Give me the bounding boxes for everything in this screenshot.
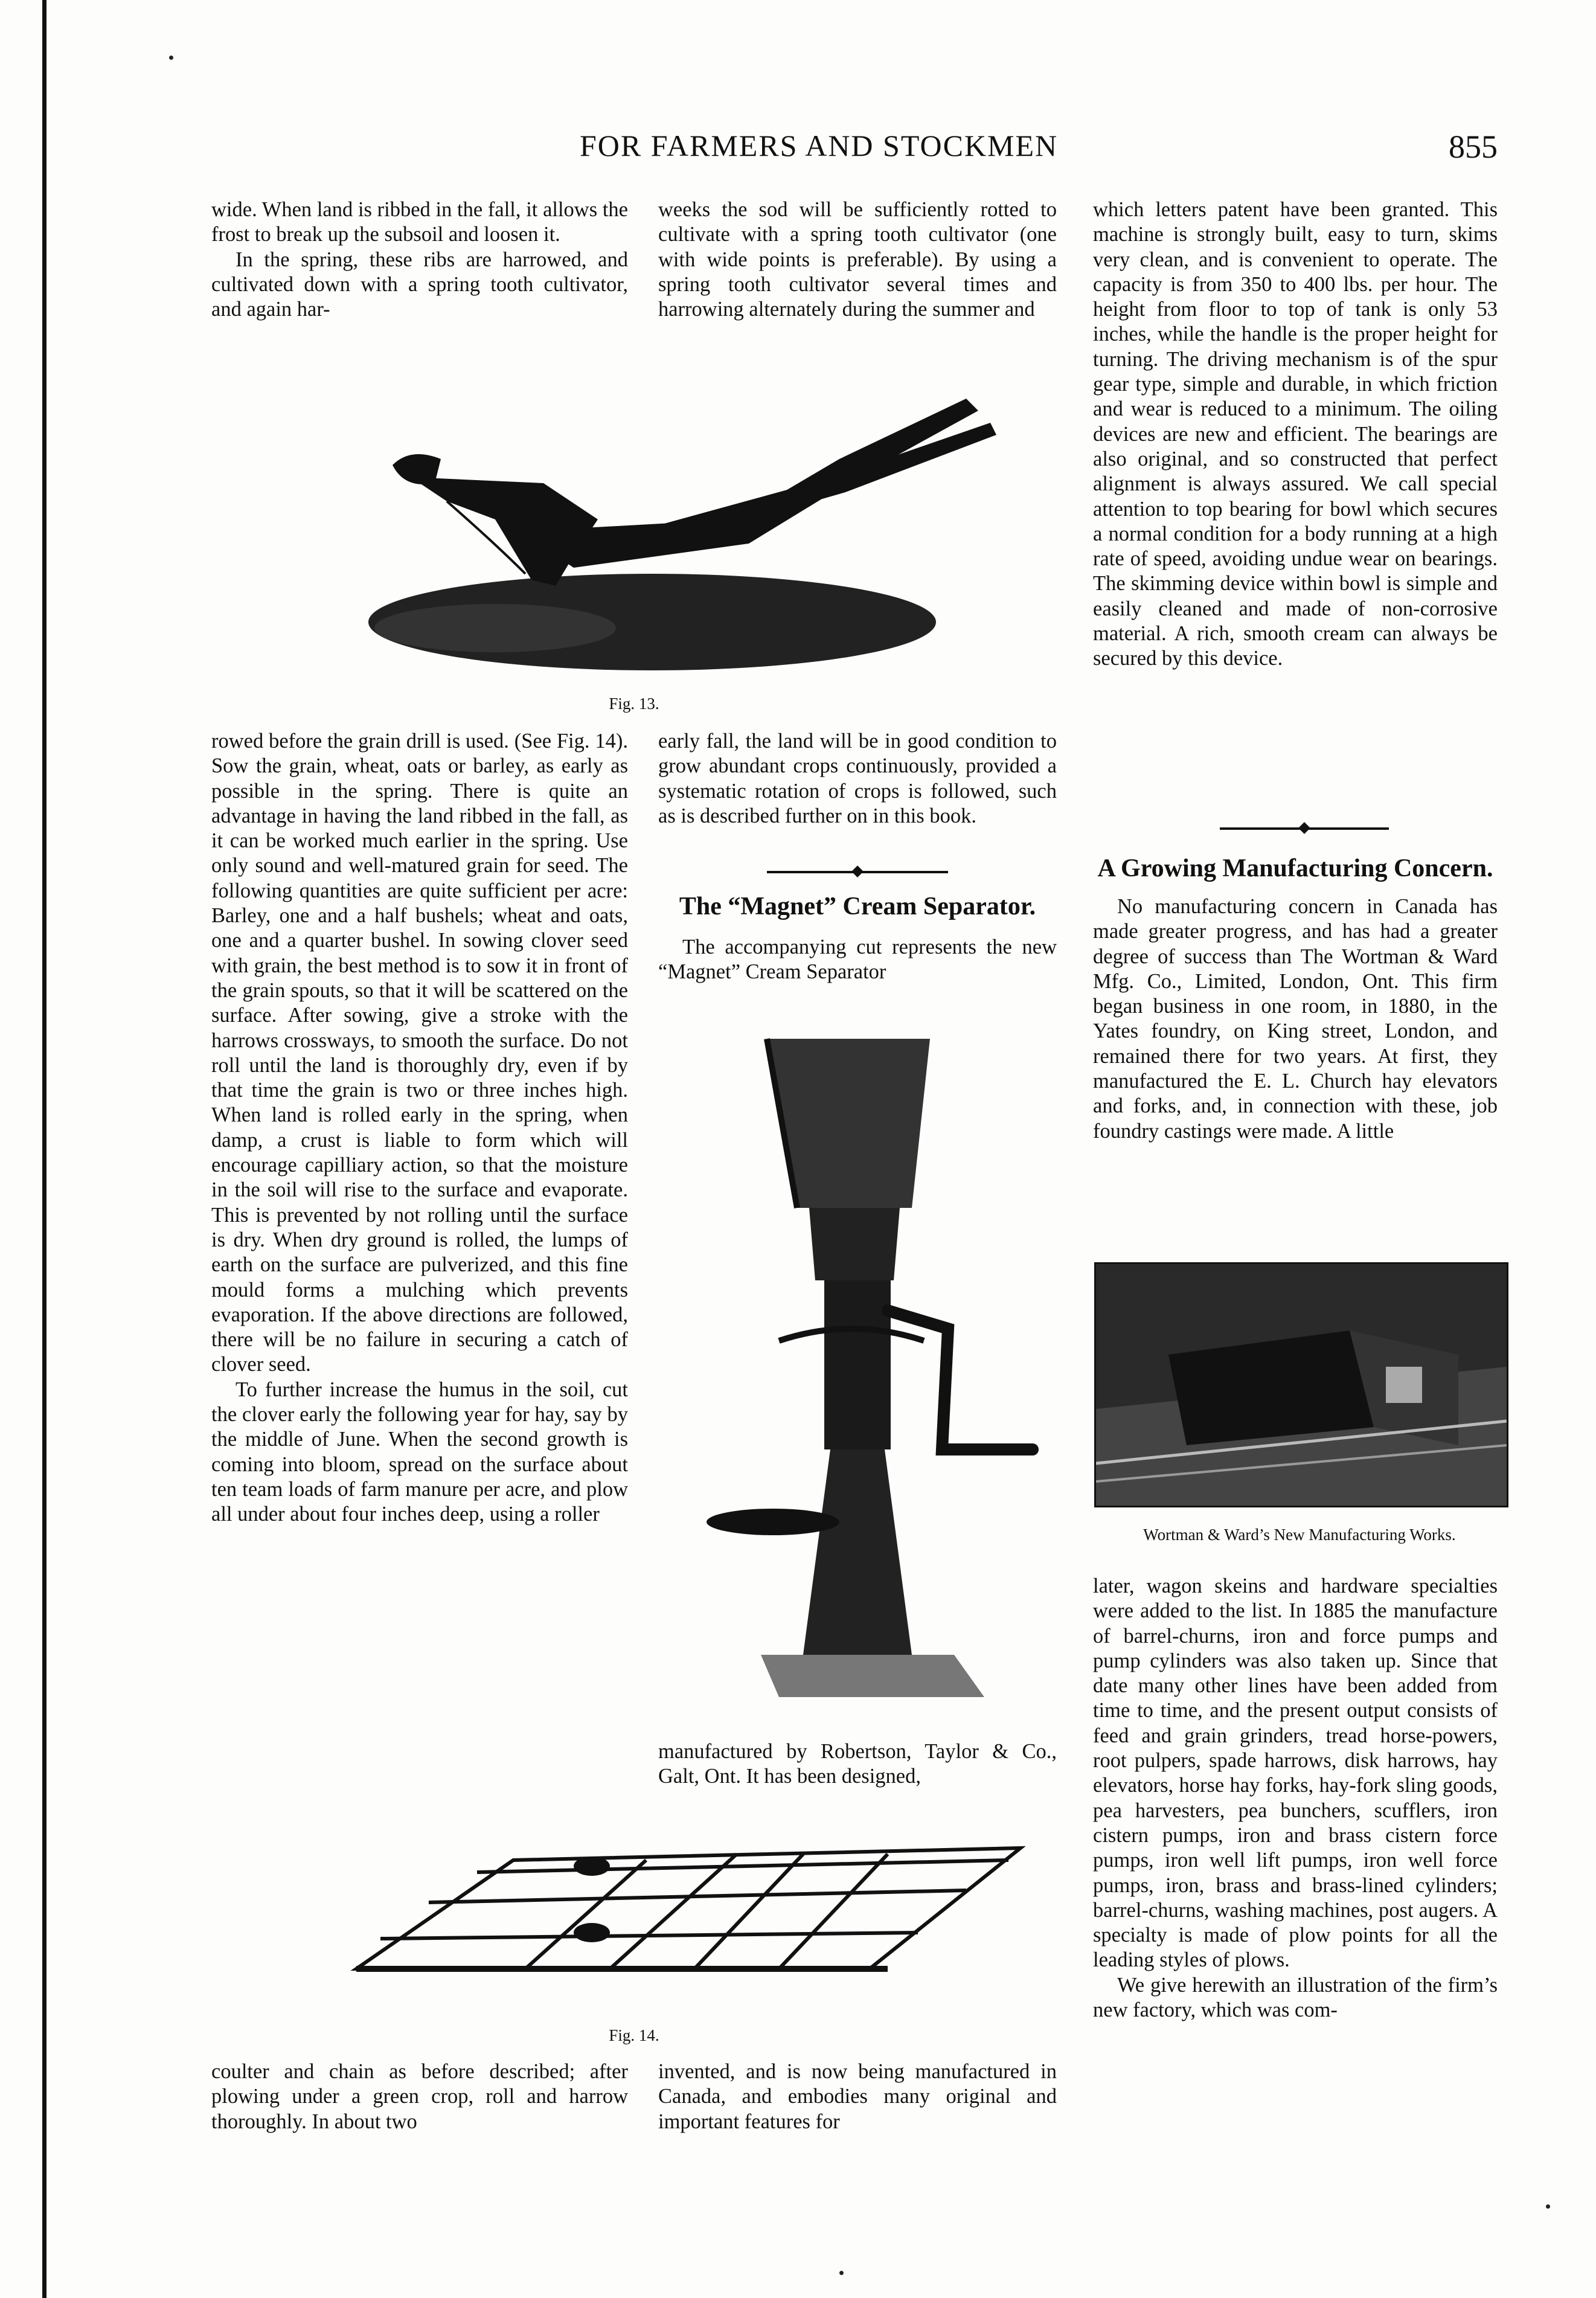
col1-bottom: [211, 2059, 628, 2134]
magnet-section: [658, 893, 1057, 985]
paragraph: later, wagon skeins and hardware specialties were added to the list. In 1885 the manufacture of barrel-churns, iron and force pumps and pump cylinders was also taken up. Since that date many other lines have been added from time to time, and the present output consists of feed and grain grinders, tread horse-powers, root pulpers, spade harrows, disk harrows, hay elevators, horse hay forks, hay-fork sling goods, pea harvesters, pea bunchers, scufflers, iron cistern pumps, iron and brass cistern force pumps, iron well lift pumps, iron well force pumps, iron, brass and brass-lined cylinders; barrel-churns, washing machines, post augers. A specialty is made of plow points for all the leading styles of plows.: [1093, 1574, 1498, 1972]
cream-separator-illustration: [670, 1027, 1057, 1733]
fig13-caption: Fig. 13.: [609, 695, 659, 713]
section-divider: [767, 871, 948, 873]
running-head: FOR FARMERS AND STOCKMEN: [580, 129, 1059, 162]
col2-middle: [658, 729, 1057, 829]
scan-speck: [1546, 2204, 1550, 2209]
fig14-caption: Fig. 14.: [609, 2026, 659, 2044]
concern-continued: [1093, 1574, 1498, 2023]
page-number: 855: [1449, 129, 1498, 165]
paragraph: weeks the sod will be sufficiently rotted to cultivate with a spring tooth cultivator (one with wide points is preferable). By using a spring tooth cultivator several times and harrowing alternately during the summer and: [658, 198, 1057, 321]
paragraph: wide. When land is ribbed in the fall, it allows the frost to break up the subsoil and loosen it.: [211, 198, 628, 246]
col2-bottom: [658, 2059, 1057, 2134]
col1-top: [211, 197, 628, 322]
paragraph: In the spring, these ribs are harrowed, and cultivated down with a spring tooth cultivator, and again har-: [211, 248, 628, 321]
fig13-plow-illustration: [314, 362, 1039, 688]
paragraph: We give herewith an illustration of the firm’s new factory, which was com-: [1093, 1973, 1498, 2022]
factory-photo: [1094, 1262, 1508, 1507]
paragraph: which letters patent have been granted. This machine is strongly built, easy to turn, skims very clean, and is convenient to operate. The capacity is from 350 to 400 lbs. per hour. The height from floor to top of tank is only 53 inches, while the handle is the proper height for turning. The driving mechanism is of the spur gear type, simple and durable, in which friction and wear is reduced to a minimum. The oiling devices are new and efficient. The bearings are also original, and so constructed that perfect alignment is always assured. We call special attention to top bearing for bowl which secures a normal condition for a body running at a high rate of speed, avoiding undue wear on bearings. The skimming device within bowl is simple and easily cleaned and made of non-corrosive material. A rich, smooth cream can always be secured by this device.: [1093, 198, 1498, 670]
page-header: [211, 128, 1498, 170]
col1-middle: [211, 729, 628, 1527]
col2-top: [658, 197, 1057, 322]
scan-speck: [839, 2271, 844, 2275]
paragraph: To further increase the humus in the soil, cut the clover early the following year for hay, say by the middle of June. When the second growth is coming into bloom, spread on the surface about ten team loads of farm manure per acre, and plow all under about four inches deep, using a roller: [211, 1378, 628, 1526]
section-divider: [1220, 827, 1389, 830]
magnet-heading: The “Magnet” Cream Separator.: [679, 893, 1036, 920]
page-binding-edge: [42, 0, 46, 2298]
col3-top: [1093, 197, 1498, 672]
paragraph: No manufacturing concern in Canada has made greater progress, and has had a greater degree of success than The Wortman & Ward Mfg. Co., Limited, London, Ont. This firm began business in one room, in 1880, in the Yates foundry, on King street, London, and remained there for two years. At first, they manufactured the E. L. Church hay elevators and forks, and, in connection with these, job foundry castings were made. A little: [1093, 895, 1498, 1143]
concern-section: [1093, 855, 1498, 1144]
paragraph: rowed before the grain drill is used. (See Fig. 14). Sow the grain, wheat, oats or barley, as early as possible in the spring. There is quite an advantage in having the land ribbed in the fall, as it can be worked much earlier in the spring. Use only sound and well-matured grain for seed. The following quantities are quite sufficient per acre: Barley, one and a half bushels; wheat and oats, one and a quarter bushel. In sowing clover seed with grain, the best method is to sow it in front of the grain spouts, so that it will be scattered on the surface. After sowing, give a stroke with the harrows crossways, to smooth the surface. Do not roll until the land is thoroughly dry, even if by that time the grain is two or three inches high. When land is rolled early in the spring, when damp, a crust is liable to form which will encourage capilliary action, so that the moisture in the soil will rise to the surface and evaporate. This is prevented by not rolling until the surface is dry. When dry ground is rolled, the lumps of earth on the surface are pulverized, and this fine mould forms a mulching which prevents evaporation. If the above directions are followed, there will be no failure in securing a catch of clover seed.: [211, 730, 628, 1376]
factory-photo-caption: Wortman & Ward’s New Manufacturing Works.: [1143, 1526, 1456, 1544]
paragraph: invented, and is now being manufactured in Canada, and embodies many original and important features for: [658, 2060, 1057, 2133]
magnet-continued: [658, 1739, 1057, 1789]
concern-heading: A Growing Manufacturing Concern.: [1097, 855, 1493, 882]
scan-speck: [169, 56, 173, 60]
paragraph: The accompanying cut represents the new “Magnet” Cream Separator: [658, 936, 1057, 984]
paragraph: early fall, the land will be in good condition to grow abundant crops continuously, provided a systematic rotation of crops is followed, such as is described further on in this book.: [658, 730, 1057, 827]
paragraph: manufactured by Robertson, Taylor & Co., Galt, Ont. It has been designed,: [658, 1740, 1057, 1788]
fig14-harrow-illustration: [344, 1818, 1045, 2017]
paragraph: coulter and chain as before described; after plowing under a green crop, roll and harrow thoroughly. In about two: [211, 2060, 628, 2133]
